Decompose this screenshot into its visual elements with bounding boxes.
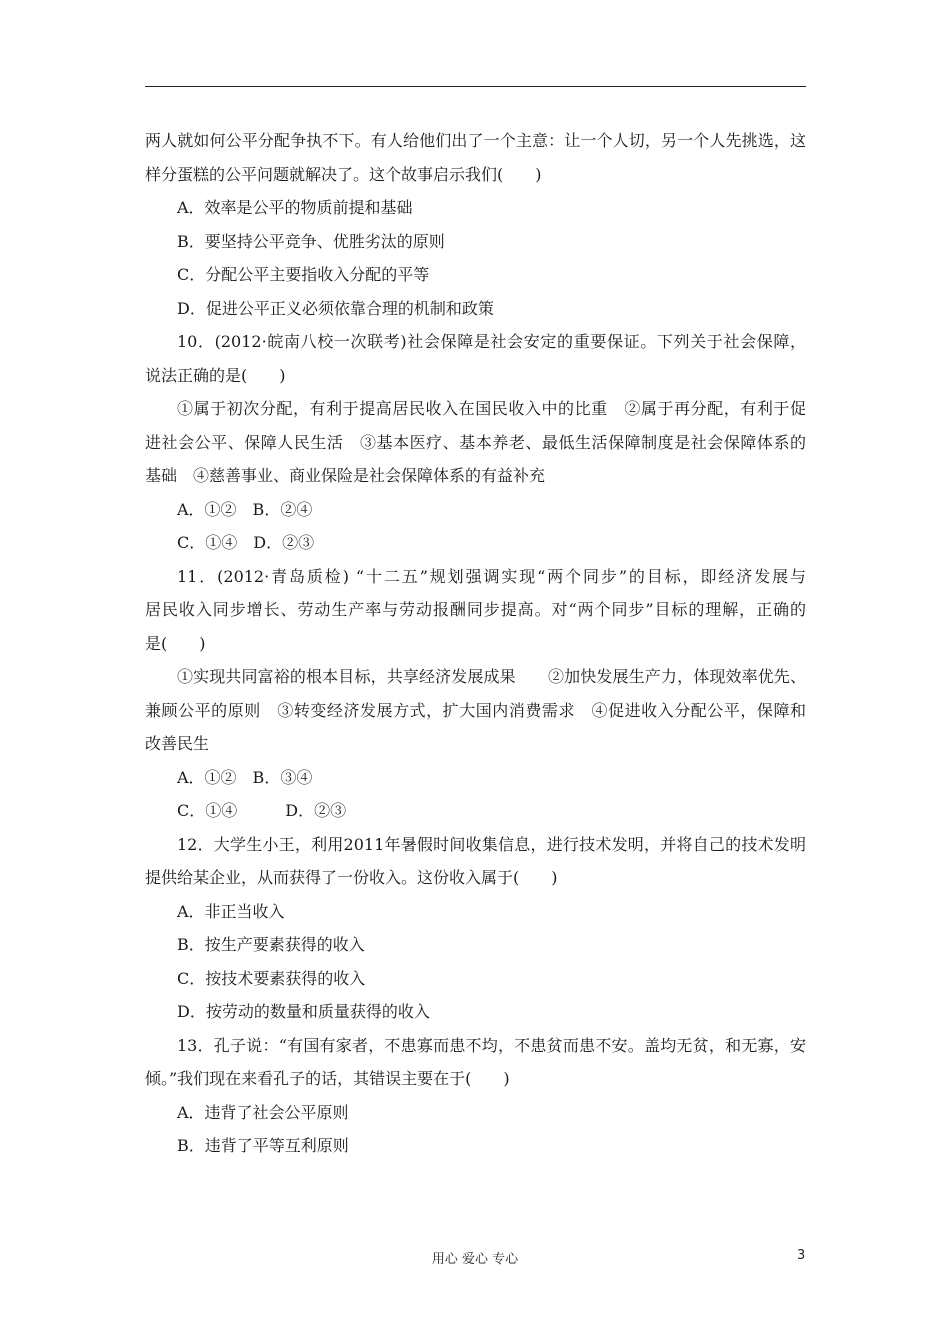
text-line: D．促进公平正义必须依靠合理的机制和政策 [177,298,494,318]
text-line: A．①② B．②④ [177,499,313,519]
text-line: C．分配公平主要指收入分配的平等 [177,265,430,284]
text-line: B．违背了平等互利原则 [177,1136,349,1155]
text-line: 倾。”我们现在来看孔子的话，其错误主要在于( ) [145,1069,510,1088]
text-line: A．非正当收入 [177,901,285,921]
text-line: C．①④ D．②③ [177,801,347,820]
document-body [145,124,806,1163]
text-line: 兼顾公平的原则 ③转变经济发展方式，扩大国内消费需求 ④促进收入分配公平，保障和 [145,700,806,720]
text-line: C．①④ D．②③ [177,533,315,552]
text-line: 提供给某企业，从而获得了一份收入。这份收入属于( ) [145,868,558,887]
text-line: 两人就如何公平分配争执不下。有人给他们出了一个主意：让一个人切，另一个人先挑选，这 [145,131,806,150]
text-line: 12．大学生小王，利用2011年暑假时间收集信息，进行技术发明，并将自己的技术发明 [177,834,806,854]
text-line: A．违背了社会公平原则 [177,1102,349,1122]
text-line: 基础 ④慈善事业、商业保险是社会保障体系的有益补充 [145,466,546,485]
text-line: 进社会公平、保障人民生活 ③基本医疗、基本养老、最低生活保障制度是社会保障体系的 [145,432,806,452]
text-line: ①属于初次分配，有利于提高居民收入在国民收入中的比重 ②属于再分配，有利于促 [177,399,806,418]
page-number: 3 [797,1248,806,1263]
text-line: ①实现共同富裕的根本目标，共享经济发展成果 ②加快发展生产力，体现效率优先、 [177,667,806,686]
text-line: C．按技术要素获得的收入 [177,968,366,988]
text-line: 11．(2012·青岛质检) “十二五”规划强调实现“两个同步”的目标，即经济发展与 [177,566,806,586]
text-line: B．要坚持公平竞争、优胜劣汰的原则 [177,231,445,251]
header-rule [145,86,806,87]
text-line: 是( ) [145,633,206,653]
text-line: D．按劳动的数量和质量获得的收入 [177,1002,430,1021]
text-line: 说法正确的是( ) [145,365,286,385]
text-line: 改善民生 [145,734,210,753]
text-line: B．按生产要素获得的收入 [177,935,365,954]
footer-text: 用心 爱心 专心 [431,1252,519,1267]
text-line: A．①② B．③④ [177,767,313,787]
text-line: 样分蛋糕的公平问题就解决了。这个故事启示我们( ) [145,164,542,184]
text-line: 13．孔子说：“有国有家者，不患寡而患不均，不患贫而患不安。盖均无贫，和无寡，安 [177,1035,806,1055]
text-line: 10．(2012·皖南八校一次联考)社会保障是社会安定的重要保证。下列关于社会保障， [177,332,806,351]
text-line: A．效率是公平的物质前提和基础 [177,198,413,217]
text-line: 居民收入同步增长、劳动生产率与劳动报酬同步提高。对“两个同步”目标的理解，正确的 [145,600,806,619]
